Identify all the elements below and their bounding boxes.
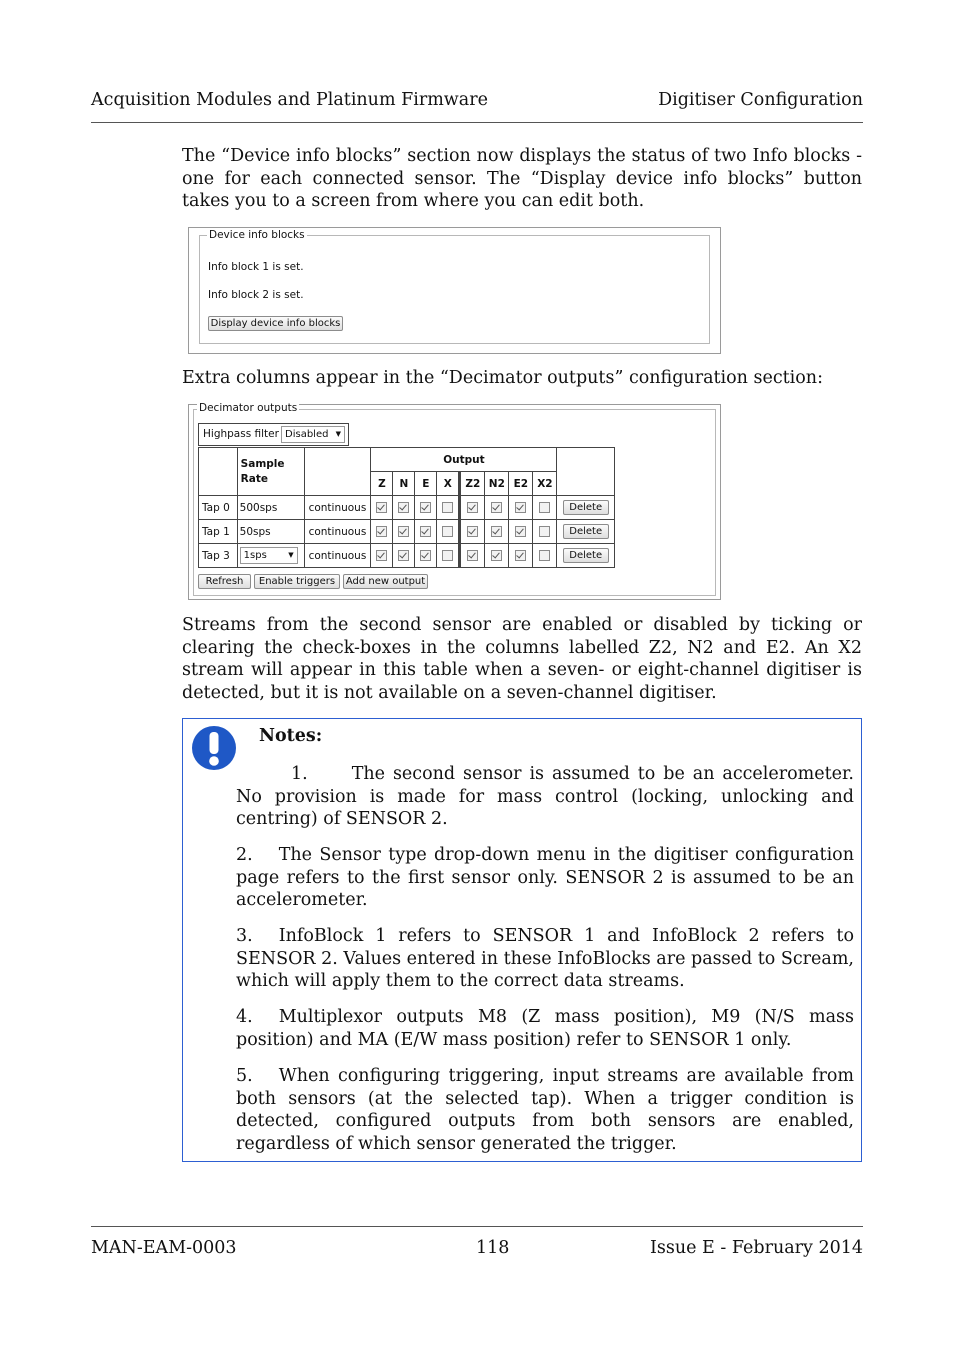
- stream-checkbox-e[interactable]: [420, 502, 431, 513]
- stream-checkbox-z[interactable]: [376, 502, 387, 513]
- add-new-output-button[interactable]: Add new output: [343, 574, 428, 589]
- note-item-5: [236, 1065, 854, 1155]
- note-text: Multiplexor outputs M8 (Z mass position), M9 (N/S mass position) and MA (E/W mass position) refer to SENSOR 1 only.: [236, 1007, 854, 1050]
- checkbox-cell: [393, 496, 415, 520]
- highpass-value: Disabled: [285, 429, 329, 440]
- enable-triggers-button[interactable]: Enable triggers: [254, 574, 340, 589]
- stream-checkbox-x2[interactable]: [539, 502, 550, 513]
- checkbox-cell: [485, 544, 509, 568]
- dropdown-arrow-icon: ▼: [288, 551, 294, 559]
- note-text: When configuring triggering, input streams are available from both sensors (at the selected tap). When a trigger condition is detected, configured outputs from both sensors are enabled, regardless of which sensor generated the trigger.: [236, 1066, 854, 1154]
- decimator-table: [198, 447, 615, 568]
- note-item-3: [236, 925, 854, 993]
- checkbox-cell: [371, 544, 393, 568]
- running-footer: [91, 1238, 863, 1262]
- mode-cell: continuous: [304, 544, 371, 568]
- checkbox-cell: [415, 496, 437, 520]
- device-info-screenshot: [188, 227, 721, 354]
- checkbox-cell: [533, 496, 557, 520]
- tap-cell: Tap 1: [199, 520, 238, 544]
- stream-checkbox-n2[interactable]: [491, 502, 502, 513]
- checkbox-cell: [371, 496, 393, 520]
- note-number: 3.: [236, 926, 253, 946]
- stream-checkbox-x[interactable]: [442, 550, 453, 561]
- decimator-legend: Decimator outputs: [199, 402, 298, 414]
- stream-checkbox-n[interactable]: [398, 526, 409, 537]
- document-number: MAN-EAM-0003: [91, 1238, 237, 1258]
- checkbox-cell: [415, 520, 437, 544]
- table-row: [199, 544, 615, 568]
- output-header: Output: [371, 448, 557, 472]
- rate-cell: [237, 544, 304, 568]
- note-number: 5.: [236, 1066, 253, 1086]
- channel-header: E2: [509, 472, 533, 496]
- stream-checkbox-x[interactable]: [442, 526, 453, 537]
- notes-title: Notes:: [259, 726, 323, 746]
- refresh-button[interactable]: Refresh: [198, 574, 251, 589]
- sample-rate-select[interactable]: [240, 547, 298, 564]
- checkbox-cell: [509, 520, 533, 544]
- note-item-4: [236, 1006, 854, 1051]
- notes-box: [182, 718, 862, 1162]
- device-info-legend: Device info blocks: [209, 229, 305, 241]
- note-item-1: [236, 763, 854, 831]
- channel-header: X: [437, 472, 460, 496]
- channel-header: N: [393, 472, 415, 496]
- channel-header: X2: [533, 472, 557, 496]
- stream-checkbox-z[interactable]: [376, 526, 387, 537]
- checkbox-cell: [485, 520, 509, 544]
- header-title: Acquisition Modules and Platinum Firmware: [91, 90, 488, 110]
- decimator-screenshot: [188, 404, 721, 600]
- channel-header: N2: [485, 472, 509, 496]
- sample-rate-value: 1sps: [243, 550, 267, 561]
- sample-rate-header: Sample Rate: [237, 448, 304, 496]
- display-device-info-blocks-button[interactable]: Display device info blocks: [208, 316, 343, 331]
- note-text: The second sensor is assumed to be an accelerometer. No provision is made for mass control (locking, unlocking and centring) of SENSOR 2.: [236, 764, 854, 830]
- paragraph-device-info: The “Device info blocks” section now displays the status of two Info blocks - one for each connected sensor. The “Display device info blocks” button takes you to a screen from where you can edit both.: [182, 146, 862, 212]
- note-text: InfoBlock 1 refers to SENSOR 1 and InfoBlock 2 refers to SENSOR 2. Values entered in these InfoBlocks are passed to Scream, which will apply them to the correct data streams.: [236, 926, 854, 992]
- paragraph-decimator-intro: Extra columns appear in the “Decimator outputs” configuration section:: [182, 368, 823, 388]
- note-number: 4.: [236, 1007, 253, 1027]
- stream-checkbox-z[interactable]: [376, 550, 387, 561]
- stream-checkbox-z2[interactable]: [467, 502, 478, 513]
- channel-header: E: [415, 472, 437, 496]
- highpass-select[interactable]: [281, 426, 345, 443]
- page-number: 118: [476, 1238, 510, 1258]
- checkbox-cell: [393, 520, 415, 544]
- channel-header: Z: [371, 472, 393, 496]
- highpass-row: [198, 423, 349, 446]
- delete-button[interactable]: Delete: [563, 548, 609, 563]
- checkbox-cell: [460, 544, 485, 568]
- stream-checkbox-x2[interactable]: [539, 526, 550, 537]
- checkbox-cell: [371, 520, 393, 544]
- issue-date: Issue E - February 2014: [649, 1238, 863, 1258]
- table-row: [199, 496, 615, 520]
- checkbox-cell: [437, 544, 460, 568]
- stream-checkbox-n[interactable]: [398, 550, 409, 561]
- footer-rule: [91, 1226, 863, 1227]
- checkbox-cell: [509, 544, 533, 568]
- note-number: 2.: [236, 845, 253, 865]
- action-cell: [557, 544, 615, 568]
- checkbox-cell: [437, 496, 460, 520]
- stream-checkbox-z2[interactable]: [467, 526, 478, 537]
- info-block-1-status: Info block 1 is set.: [208, 261, 304, 273]
- note-text: The Sensor type drop-down menu in the digitiser configuration page refers to the first sensor only. SENSOR 2 is assumed to be an accelerometer.: [236, 845, 854, 911]
- table-row: [199, 520, 615, 544]
- stream-checkbox-z2[interactable]: [467, 550, 478, 561]
- note-number: 1.: [291, 764, 308, 784]
- stream-checkbox-e[interactable]: [420, 550, 431, 561]
- stream-checkbox-n2[interactable]: [491, 526, 502, 537]
- checkbox-cell: [533, 544, 557, 568]
- action-header: [557, 448, 615, 496]
- running-header: [91, 90, 863, 114]
- header-section: Digitiser Configuration: [658, 90, 863, 110]
- stream-checkbox-x[interactable]: [442, 502, 453, 513]
- checkbox-cell: [485, 496, 509, 520]
- header-rule: [91, 122, 863, 123]
- stream-checkbox-n[interactable]: [398, 502, 409, 513]
- action-cell: [557, 520, 615, 544]
- stream-checkbox-n2[interactable]: [491, 550, 502, 561]
- checkbox-cell: [415, 544, 437, 568]
- channel-header: Z2: [460, 472, 485, 496]
- stream-checkbox-x2[interactable]: [539, 550, 550, 561]
- stream-checkbox-e2[interactable]: [515, 550, 526, 561]
- rate-cell: 50sps: [237, 520, 304, 544]
- stream-checkbox-e2[interactable]: [515, 502, 526, 513]
- paragraph-second-sensor-streams: Streams from the second sensor are enabled or disabled by ticking or clearing the check-boxes in the columns labelled Z2, N2 and E2. An X2 stream will appear in this table when a seven- or eight-channel digitiser is detected, but it is not available on a seven-channel digitiser.: [182, 615, 862, 703]
- checkbox-cell: [393, 544, 415, 568]
- mode-header: [304, 448, 371, 496]
- checkbox-cell: [437, 520, 460, 544]
- tap-header: [199, 448, 238, 496]
- checkbox-cell: [533, 520, 557, 544]
- tap-cell: Tap 0: [199, 496, 238, 520]
- rate-cell: 500sps: [237, 496, 304, 520]
- tap-cell: Tap 3: [199, 544, 238, 568]
- delete-button[interactable]: Delete: [563, 524, 609, 539]
- checkbox-cell: [460, 520, 485, 544]
- note-item-2: [236, 844, 854, 912]
- mode-cell: continuous: [304, 496, 371, 520]
- highpass-label: Highpass filter: [203, 428, 279, 440]
- dropdown-arrow-icon: ▼: [335, 430, 341, 438]
- action-cell: [557, 496, 615, 520]
- stream-checkbox-e[interactable]: [420, 526, 431, 537]
- mode-cell: continuous: [304, 520, 371, 544]
- stream-checkbox-e2[interactable]: [515, 526, 526, 537]
- delete-button[interactable]: Delete: [563, 500, 609, 515]
- checkbox-cell: [509, 496, 533, 520]
- checkbox-cell: [460, 496, 485, 520]
- exclamation-icon: [191, 725, 237, 771]
- info-block-2-status: Info block 2 is set.: [208, 289, 304, 301]
